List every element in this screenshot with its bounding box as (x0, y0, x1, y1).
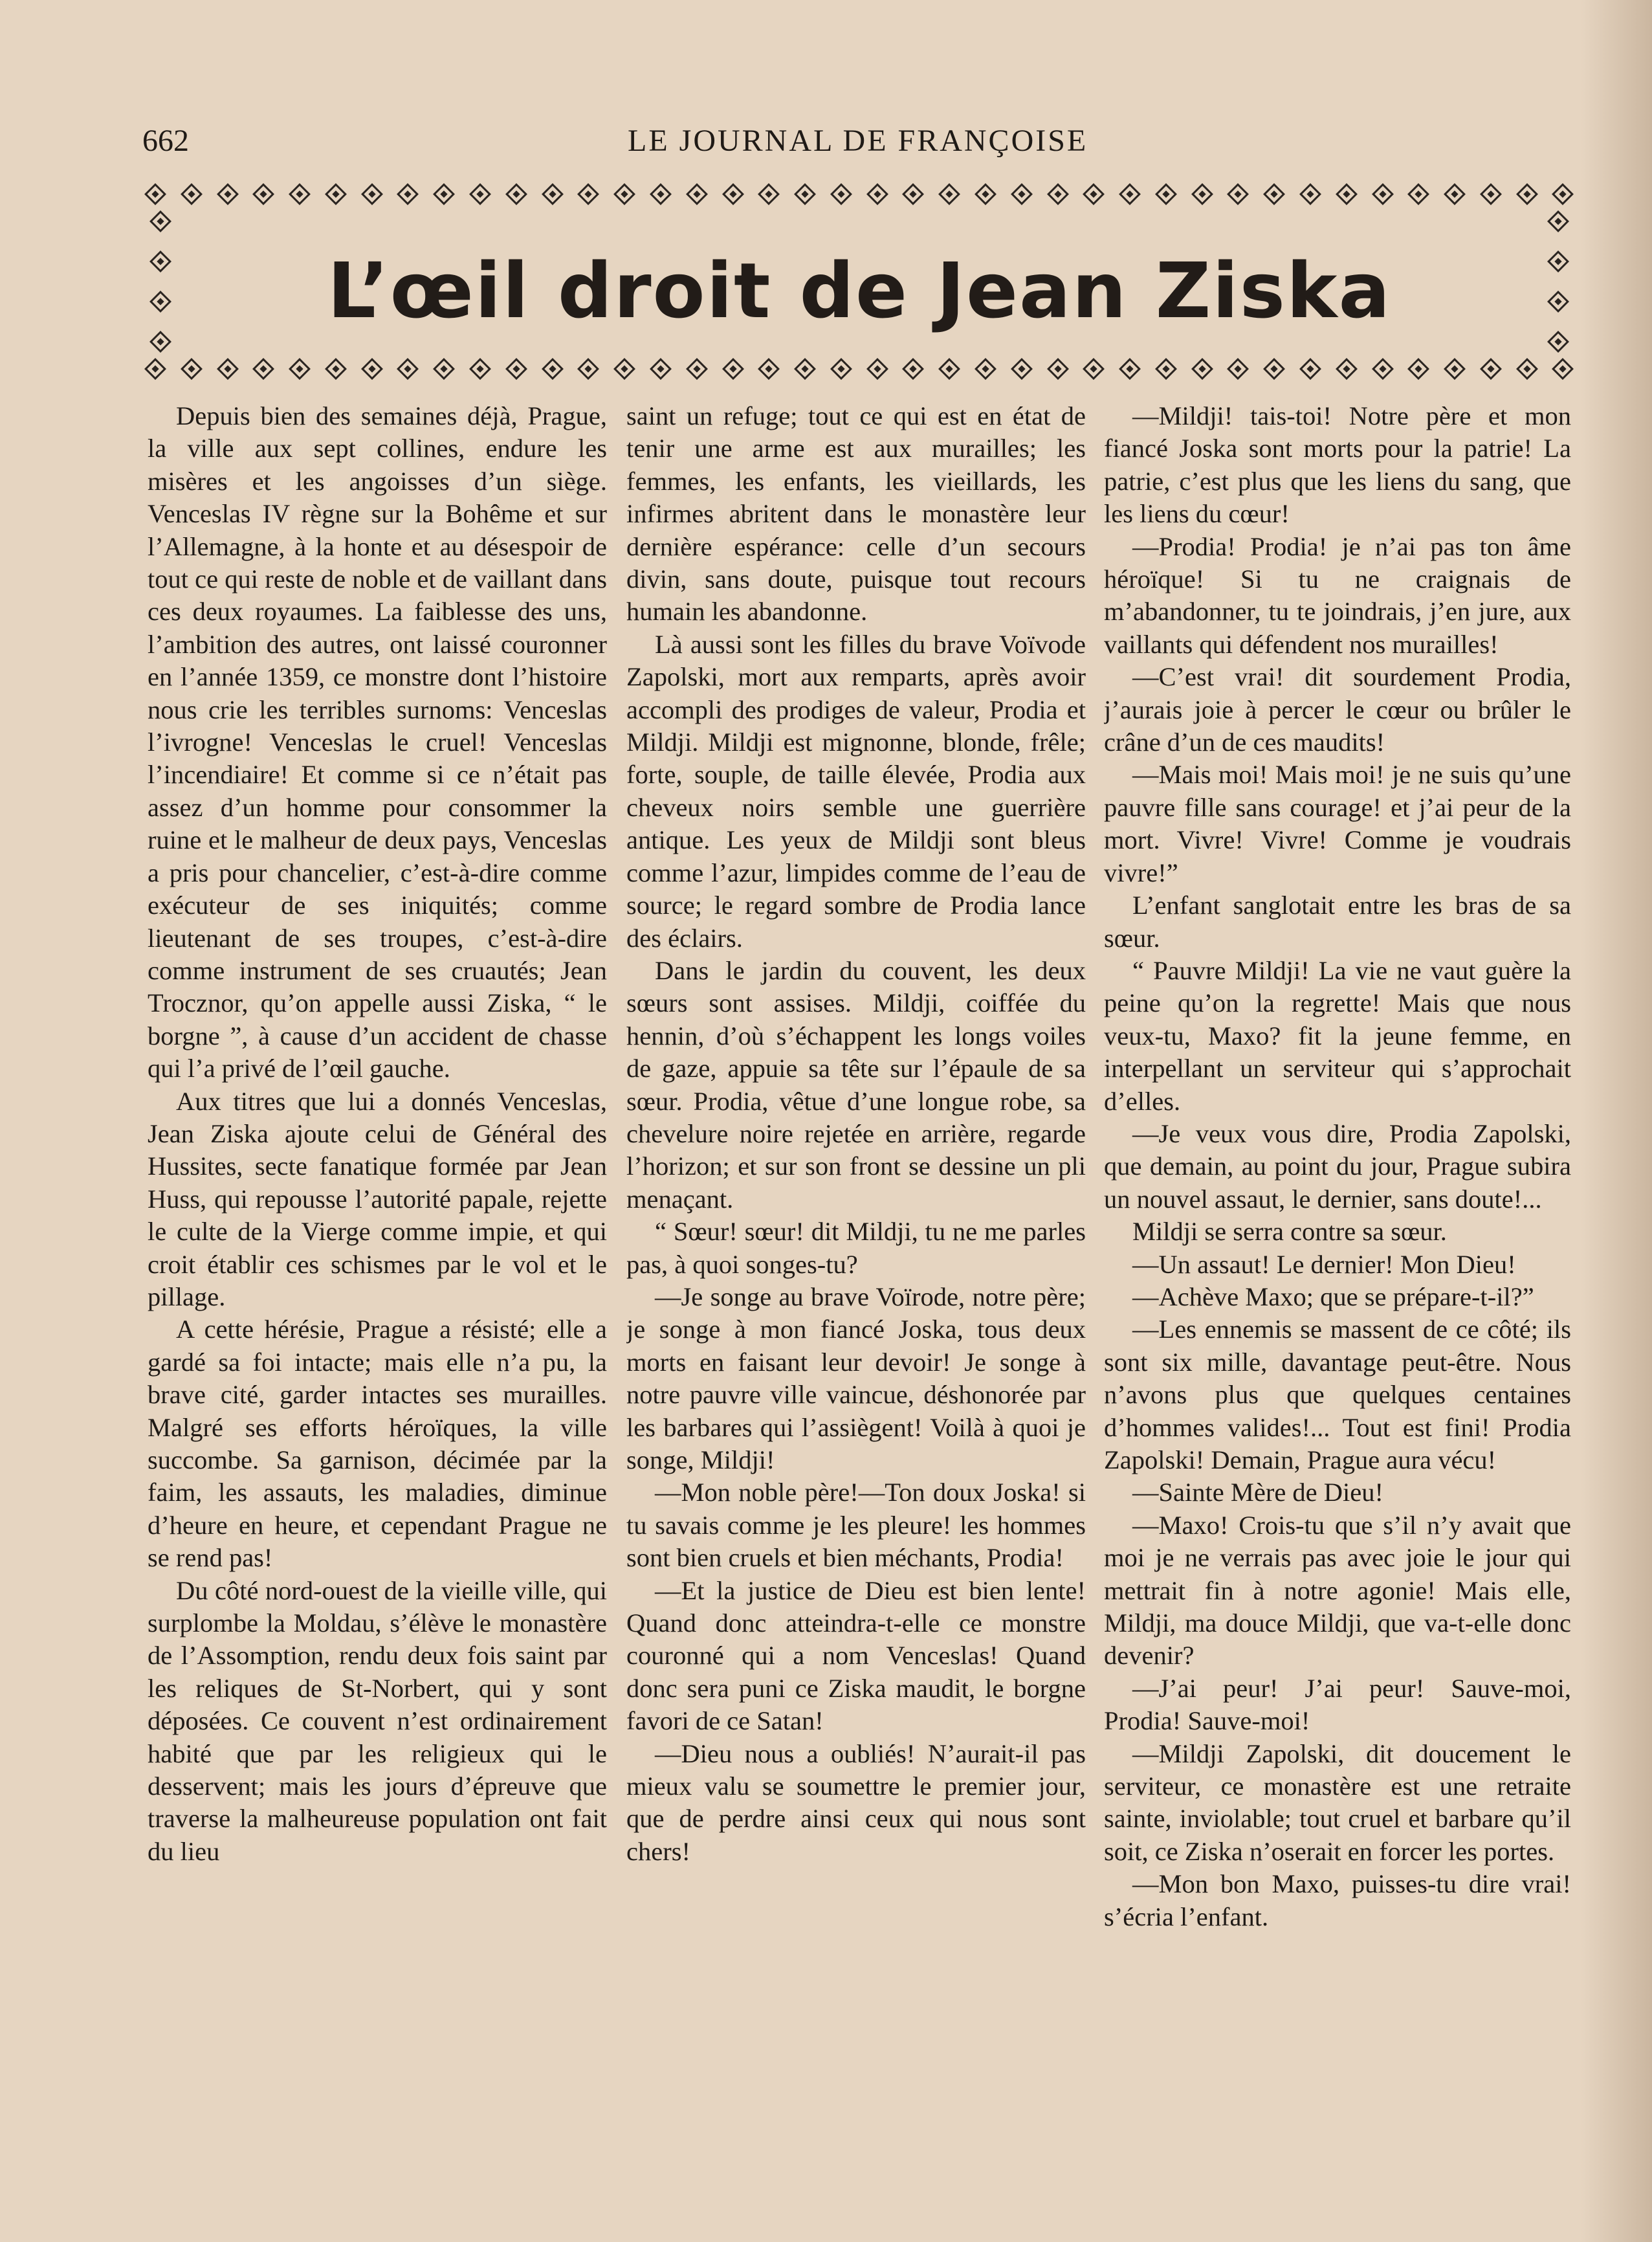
paragraph: saint un refuge; tout ce qui est en état de tenir une arme est aux murailles; les femmes, les enfants, les vieillards, les infirmes abritent dans le monastère leur dernière espérance: celle d’un secours divin, sans doute, puisque tout recours humain les abandonne. (626, 401, 1086, 627)
diamond-ornament-icon (1299, 358, 1321, 380)
diamond-ornament-icon (830, 358, 852, 380)
diamond-ornament-icon (1372, 183, 1394, 205)
paragraph: L’enfant sanglotait entre les bras de sa sœur. (1104, 891, 1571, 953)
diamond-ornament-icon (975, 183, 997, 205)
diamond-ornament-icon (505, 183, 527, 205)
diamond-ornament-icon (1516, 358, 1538, 380)
diamond-ornament-icon (1336, 183, 1358, 205)
diamond-ornament-icon (1047, 183, 1069, 205)
diamond-ornament-icon (433, 183, 455, 205)
diamond-ornament-icon (1191, 358, 1213, 380)
diamond-ornament-icon (397, 183, 419, 205)
paragraph: —Mon bon Maxo, puisses-tu dire vrai! s’écria l’enfant. (1104, 1869, 1571, 1931)
paragraph: —Un assaut! Le dernier! Mon Dieu! (1132, 1249, 1516, 1279)
diamond-ornament-icon (1444, 183, 1466, 205)
paragraph: —Mon noble père!—Ton doux Joska! si tu savais comme je les pleure! les hommes sont bien cruels et bien méchants, Prodia! (626, 1478, 1086, 1573)
diamond-ornament-icon (1444, 358, 1466, 380)
diamond-ornament-icon (1047, 358, 1069, 380)
paragraph: —Mais moi! Mais moi! je ne suis qu’une pauvre fille sans courage! et j’ai peur de la mort. Vivre! Vivre! Comme je voudrais vivre!” (1104, 760, 1571, 887)
diamond-ornament-icon (149, 210, 171, 232)
diamond-ornament-icon (1480, 183, 1502, 205)
diamond-ornament-icon (722, 183, 744, 205)
diamond-ornament-icon (325, 358, 347, 380)
diamond-ornament-icon (1227, 358, 1249, 380)
diamond-ornament-icon (361, 358, 383, 380)
diamond-ornament-icon (1372, 358, 1394, 380)
diamond-ornament-icon (181, 183, 203, 205)
diamond-ornament-icon (361, 183, 383, 205)
paragraph: —Mildji Zapolski, dit doucement le serviteur, ce monastère est une retraite sainte, inviolable; tout cruel et barbare qu’il soit, ce Ziska n’oserait en forcer les portes. (1104, 1738, 1571, 1866)
diamond-ornament-icon (469, 358, 491, 380)
diamond-ornament-icon (613, 358, 635, 380)
paragraph: Depuis bien des semaines déjà, Prague, la ville aux sept collines, endure les misères et les angoisses d’un siège. Venceslas IV règne sur la Bohême et sur l’Allemagne, à la honte et au désespoir de tout ce qui reste de noble et de vaillant dans ces deux royaumes. La faiblesse des uns, l’ambition des autres, ont laissé couronner en l’année 1359, ce monstre dont l’histoire nous crie les terribles surnoms: Venceslas l’ivrogne! Venceslas le cruel! Venceslas l’incendiaire! Et comme si ce n’était pas assez d’un homme pour consommer la ruine et le malheur de deux pays, Venceslas a pris pour chancelier, c’est-à-dire comme exécuteur de ses iniquités; comme lieutenant de ses troupes, c’est-à-dire comme instrument de ses cruautés; Jean Trocznor, qu’on appelle aussi Ziska, “ le borgne ”, à cause d’un accident de chasse qui l’a privé de l’œil gauche. (148, 401, 607, 1083)
diamond-ornament-icon (686, 183, 708, 205)
diamond-ornament-icon (866, 358, 888, 380)
diamond-ornament-icon (1516, 183, 1538, 205)
paragraph: —Les ennemis se massent de ce côté; ils sont six mille, davantage peut-être. Nous n’avons plus que quelques centaines d’hommes valides!... Tout est fini! Prodia Zapolski! Demain, Prague aura vécu! (1104, 1315, 1571, 1474)
paragraph: Dans le jardin du couvent, les deux sœurs sont assises. Mildji, coiffée du hennin, d’où s’échappent les longs voiles de gaze, appuie sa tête sur l’épaule de sa sœur. Prodia, vêtue d’une longue robe, sa chevelure noire rejetée en arrière, regarde l’horizon; et sur son front se dessine un pli menaçant. (626, 955, 1086, 1214)
diamond-border-bottom (148, 356, 1571, 382)
diamond-ornament-icon (722, 358, 744, 380)
paragraph: Là aussi sont les filles du brave Voïvode Zapolski, mort aux remparts, après avoir accompli des prodiges de valeur, Prodia et Mildji. Mildji est mignonne, blonde, frêle; forte, souple, de taille élevée, Prodia aux cheveux noirs semble une guerrière antique. Les yeux de Mildji sont bleus comme l’azur, limpides comme de l’eau de source; le regard sombre de Prodia lance des éclairs. (626, 629, 1086, 953)
diamond-ornament-icon (1011, 358, 1033, 380)
diamond-ornament-icon (325, 183, 347, 205)
diamond-ornament-icon (217, 358, 239, 380)
diamond-ornament-icon (505, 358, 527, 380)
diamond-ornament-icon (577, 358, 599, 380)
diamond-ornament-icon (1083, 358, 1105, 380)
diamond-ornament-icon (1407, 183, 1429, 205)
diamond-ornament-icon (144, 358, 166, 380)
paragraph: —Et la justice de Dieu est bien lente! Quand donc atteindra-t-elle ce monstre couronné qui a nom Venceslas! Quand donc sera puni ce Ziska maudit, le borgne favori de ce Satan! (626, 1575, 1086, 1736)
paragraph: Aux titres que lui a donnés Venceslas, Jean Ziska ajoute celui de Général des Hussites, secte fanatique formée par Jean Huss, qui repousse l’autorité papale, rejette le culte de la Vierge comme impie, et qui croit établir ces schismes par le vol et le pillage. (148, 1086, 607, 1311)
diamond-ornament-icon (1480, 358, 1502, 380)
page-number: 662 (142, 124, 189, 158)
diamond-ornament-icon (1336, 358, 1358, 380)
diamond-ornament-icon (1547, 210, 1569, 232)
paragraph: —Sainte Mère de Dieu! (1132, 1478, 1383, 1507)
diamond-ornament-icon (1407, 358, 1429, 380)
diamond-ornament-icon (1263, 183, 1285, 205)
diamond-ornament-icon (902, 358, 924, 380)
diamond-ornament-icon (217, 183, 239, 205)
paragraph: —J’ai peur! J’ai peur! Sauve-moi, Prodia! Sauve-moi! (1104, 1673, 1571, 1736)
diamond-ornament-icon (1083, 183, 1105, 205)
diamond-ornament-icon (1299, 183, 1321, 205)
diamond-ornament-icon (1155, 358, 1177, 380)
diamond-ornament-icon (758, 183, 780, 205)
diamond-ornament-icon (289, 183, 311, 205)
diamond-ornament-icon (650, 183, 672, 205)
diamond-ornament-icon (1552, 358, 1574, 380)
paragraph: —C’est vrai! dit sourdement Prodia, j’aurais joie à percer le cœur ou brûler le crâne d’un de ces maudits! (1104, 662, 1571, 757)
diamond-ornament-icon (830, 183, 852, 205)
diamond-ornament-icon (252, 183, 274, 205)
diamond-ornament-icon (1011, 183, 1033, 205)
paragraph: Du côté nord-ouest de la vieille ville, qui surplombe la Moldau, s’élève le monastère de l’Assomption, rendu deux fois saint par les reliques de St-Norbert, qui y sont déposées. Ce couvent n’est ordinairement habité que par les religieux qui le desservent; mais les jours d’épreuve que traverse la malheureuse population ont fait du lieu (148, 1575, 607, 1866)
paragraph: “ Pauvre Mildji! La vie ne vaut guère la peine qu’on la regrette! Mais que nous veux-tu, Maxo? fit la jeune femme, en interpellant un serviteur qui s’approchait d’elles. (1104, 955, 1571, 1116)
diamond-ornament-icon (938, 358, 960, 380)
diamond-ornament-icon (686, 358, 708, 380)
diamond-ornament-icon (1191, 183, 1213, 205)
diamond-ornament-icon (902, 183, 924, 205)
paragraph: —Prodia! Prodia! je n’ai pas ton âme héroïque! Si tu ne craignais de m’abandonner, tu te joindrais, j’en jure, aux vaillants qui défendent nos murailles! (1104, 531, 1571, 659)
paragraph: —Mildji! tais-toi! Notre père et mon fiancé Joska sont morts pour la patrie! La patrie, c’est plus que les liens du sang, que les liens du cœur! (1104, 401, 1571, 529)
column-2 (626, 400, 1086, 2160)
paragraph: A cette hérésie, Prague a résisté; elle a gardé sa foi intacte; mais elle n’a pu, la brave cité, garder intactes ses murailles. Malgré ses efforts héroïques, la ville succombe. Sa garnison, décimée par la faim, les assauts, les maladies, diminue d’heure en heure, et cependant Prague ne se rend pas! (148, 1315, 607, 1573)
diamond-border-top (148, 181, 1571, 207)
journal-title: LE JOURNAL DE FRANÇOISE (628, 124, 1088, 158)
column-3 (1104, 400, 1571, 2160)
title-frame (148, 181, 1571, 382)
paragraph: —Dieu nous a oubliés! N’aurait-il pas mieux valu se soumettre le premier jour, que de perdre ainsi ceux qui nous sont chers! (626, 1738, 1086, 1866)
article-title: L’œil droit de Jean Ziska (327, 246, 1392, 335)
paragraph: —Maxo! Crois-tu que s’il n’y avait que moi je ne verrais pas avec joie le jour qui mettrait fin à notre agonie! Mais elle, Mildji, ma douce Mildji, que va-t-elle donc devenir? (1104, 1510, 1571, 1670)
diamond-ornament-icon (144, 183, 166, 205)
diamond-ornament-icon (289, 358, 311, 380)
diamond-ornament-icon (542, 183, 564, 205)
diamond-ornament-icon (469, 183, 491, 205)
diamond-ornament-icon (542, 358, 564, 380)
diamond-ornament-icon (650, 358, 672, 380)
diamond-ornament-icon (1263, 358, 1285, 380)
diamond-ornament-icon (938, 183, 960, 205)
paragraph: “ Sœur! sœur! dit Mildji, tu ne me parles pas, à quoi songes-tu? (626, 1217, 1086, 1279)
diamond-ornament-icon (433, 358, 455, 380)
diamond-ornament-icon (1119, 183, 1141, 205)
diamond-ornament-icon (1119, 358, 1141, 380)
diamond-ornament-icon (577, 183, 599, 205)
running-head (142, 123, 1572, 168)
paragraph: —Je songe au brave Voïrode, notre père; je songe à mon fiancé Joska, tous deux morts en faisant leur devoir! Je songe à notre pauvre ville vaincue, déshonorée par les barbares qui l’assiègent! Voilà à quoi je songe, Mildji! (626, 1282, 1086, 1474)
diamond-ornament-icon (397, 358, 419, 380)
diamond-ornament-icon (866, 183, 888, 205)
paragraph: —Achève Maxo; que se prépare-t-il?” (1132, 1282, 1534, 1311)
diamond-ornament-icon (794, 358, 816, 380)
diamond-ornament-icon (1552, 183, 1574, 205)
page-edge-shadow (1581, 0, 1652, 2242)
diamond-ornament-icon (758, 358, 780, 380)
diamond-ornament-icon (975, 358, 997, 380)
paragraph: Mildji se serra contre sa sœur. (1132, 1217, 1447, 1247)
paragraph: —Je veux vous dire, Prodia Zapolski, que demain, au point du jour, Prague subira un nouvel assaut, le dernier, sans doute!... (1104, 1118, 1571, 1214)
diamond-ornament-icon (181, 358, 203, 380)
diamond-ornament-icon (613, 183, 635, 205)
article-body (148, 400, 1571, 2160)
diamond-ornament-icon (252, 358, 274, 380)
diamond-ornament-icon (1227, 183, 1249, 205)
diamond-ornament-icon (794, 183, 816, 205)
diamond-ornament-icon (1155, 183, 1177, 205)
column-1 (148, 400, 607, 2160)
